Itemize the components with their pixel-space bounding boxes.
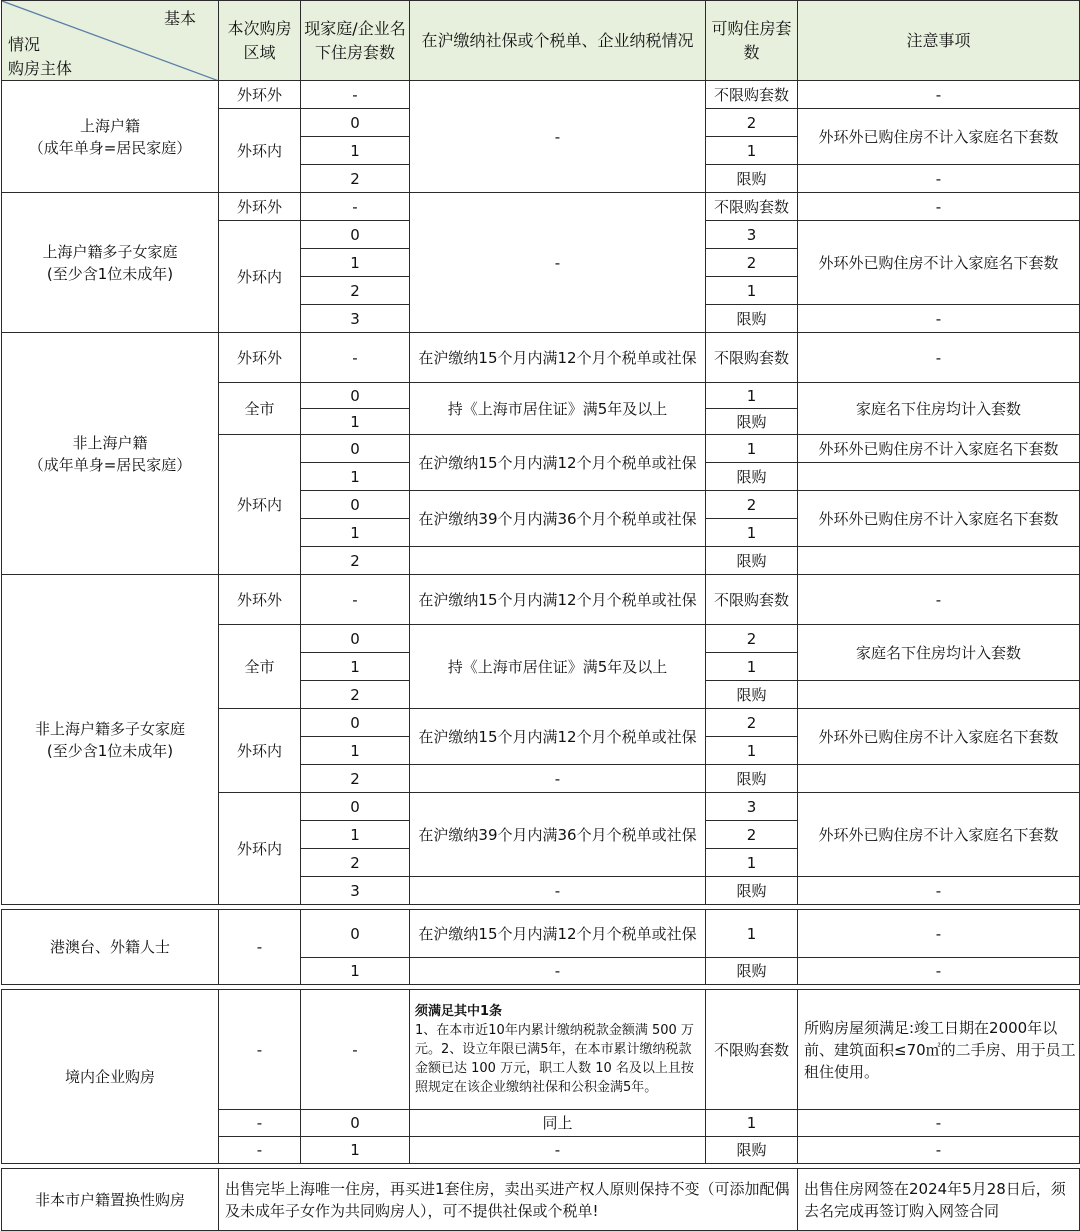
note-cell: 外环外已购住房不计入家庭名下套数	[798, 793, 1080, 877]
area-cell: -	[219, 910, 301, 985]
note-cell: -	[798, 193, 1080, 221]
owned-cell: 2	[301, 547, 410, 575]
area-cell: 外环内	[219, 109, 301, 193]
title-subline: （成年单身=居民家庭）	[28, 455, 192, 474]
allowed-cell: 不限购套数	[706, 333, 798, 383]
allowed-cell: 2	[706, 249, 798, 277]
area-cell: -	[219, 1110, 301, 1137]
allowed-cell: 限购	[706, 409, 798, 435]
owned-cell: 1	[301, 137, 410, 165]
owned-cell: 2	[301, 165, 410, 193]
owned-cell: -	[301, 193, 410, 221]
owned-cell: 1	[301, 821, 410, 849]
tax-cell: 在沪缴纳15个月内满12个月个税单或社保	[410, 435, 706, 491]
owned-cell: -	[301, 990, 410, 1110]
corner-label-situation: 情况	[8, 35, 41, 54]
note-cell: 家庭名下住房均计入套数	[798, 383, 1080, 435]
note-cell: 外环外已购住房不计入家庭名下套数	[798, 221, 1080, 305]
tax-cell: -	[410, 958, 706, 985]
tax-cell: 在沪缴纳39个月内满36个月个税单或社保	[410, 793, 706, 877]
swap-note: 出售住房网签在2024年5月28日后，须去名完成再签订购入网签合同	[798, 1169, 1080, 1231]
owned-cell: 1	[301, 519, 410, 547]
corner-label-subject	[8, 33, 72, 81]
note-cell	[798, 681, 1080, 709]
tax-cell: 在沪缴纳15个月内满12个月个税单或社保	[410, 333, 706, 383]
enterprise-requirements	[410, 990, 706, 1110]
header-allowed-count: 可购住房套数	[706, 1, 798, 81]
owned-cell: 0	[301, 221, 410, 249]
tax-cell: 在沪缴纳15个月内满12个月个税单或社保	[410, 910, 706, 958]
header-owned-count: 现家庭/企业名下住房套数	[301, 1, 410, 81]
area-cell: 全市	[219, 625, 301, 709]
note-cell: -	[798, 877, 1080, 905]
owned-cell: 1	[301, 463, 410, 491]
note-cell: 外环外已购住房不计入家庭名下套数	[798, 109, 1080, 165]
allowed-cell: 1	[706, 519, 798, 547]
requirements-body: 1、在本市近10年内累计缴纳税款金额满 500 万元。2、设立年限已满5年，在本市累计缴纳税款金额已达 100 万元，职工人数 10 名及以上且按照规定在该企业缴纳社保和公积金满5年。	[415, 1023, 694, 1095]
allowed-cell: 1	[706, 137, 798, 165]
note-cell: -	[798, 305, 1080, 333]
header-notes: 注意事项	[798, 1, 1080, 81]
tax-cell: 持《上海市居住证》满5年及以上	[410, 383, 706, 435]
title-line: 非上海户籍	[72, 433, 148, 452]
owned-cell: 0	[301, 491, 410, 519]
note-cell	[798, 765, 1080, 793]
allowed-cell: 限购	[706, 305, 798, 333]
note-cell: 外环外已购住房不计入家庭名下套数	[798, 709, 1080, 765]
area-cell: 全市	[219, 383, 301, 435]
swap-description: 出售完毕上海唯一住房，再买进1套住房，卖出买进产权人原则保持不变（可添加配偶及未成年子女作为共同购房人），可不提供社保或个税单!	[219, 1169, 798, 1231]
owned-cell: 1	[301, 249, 410, 277]
owned-cell: 0	[301, 435, 410, 463]
owned-cell: 0	[301, 910, 410, 958]
allowed-cell: 1	[706, 383, 798, 409]
allowed-cell: 1	[706, 277, 798, 305]
tax-cell	[410, 547, 706, 575]
owned-cell: -	[301, 333, 410, 383]
tax-cell: -	[410, 193, 706, 333]
row-title-shanghai-single	[2, 81, 219, 193]
corner-header-cell	[2, 1, 219, 81]
allowed-cell: 3	[706, 793, 798, 821]
allowed-cell: 1	[706, 435, 798, 463]
area-cell: 外环外	[219, 575, 301, 625]
allowed-cell: 限购	[706, 165, 798, 193]
owned-cell: -	[301, 575, 410, 625]
corner-label-basic: 基本	[163, 9, 196, 28]
note-cell	[798, 463, 1080, 491]
tax-cell: 在沪缴纳15个月内满12个月个税单或社保	[410, 575, 706, 625]
housing-policy-table	[1, 0, 1080, 1231]
owned-cell: 2	[301, 681, 410, 709]
note-cell: 外环外已购住房不计入家庭名下套数	[798, 491, 1080, 547]
owned-cell: 0	[301, 625, 410, 653]
area-cell: -	[219, 1137, 301, 1164]
note-cell: -	[798, 333, 1080, 383]
allowed-cell: 2	[706, 709, 798, 737]
enterprise-note: 所购房屋须满足:竣工日期在2000年以前、建筑面积≤70㎡的二手房、用于员工租住使用。	[798, 990, 1080, 1110]
allowed-cell: 2	[706, 491, 798, 519]
title-subline: (至少含1位未成年)	[46, 741, 174, 760]
title-line: 非上海户籍多子女家庭	[34, 719, 185, 738]
tax-cell: 在沪缴纳15个月内满12个月个税单或社保	[410, 709, 706, 765]
owned-cell: 1	[301, 737, 410, 765]
owned-cell: -	[301, 81, 410, 109]
allowed-cell: 2	[706, 821, 798, 849]
owned-cell: 1	[301, 409, 410, 435]
allowed-cell: 1	[706, 1110, 798, 1137]
allowed-cell: 不限购套数	[706, 193, 798, 221]
allowed-cell: 2	[706, 625, 798, 653]
area-cell: 外环内	[219, 793, 301, 905]
allowed-cell: 限购	[706, 1137, 798, 1164]
title-line: 上海户籍多子女家庭	[42, 242, 178, 261]
allowed-cell: 1	[706, 910, 798, 958]
tax-cell: 在沪缴纳39个月内满36个月个税单或社保	[410, 491, 706, 547]
row-title-shanghai-multi	[2, 193, 219, 333]
area-cell: 外环外	[219, 193, 301, 221]
title-subline: (至少含1位未成年)	[46, 264, 174, 283]
header-row	[2, 1, 1080, 81]
owned-cell: 2	[301, 277, 410, 305]
note-cell: -	[798, 165, 1080, 193]
area-cell: 外环内	[219, 221, 301, 333]
allowed-cell: 限购	[706, 877, 798, 905]
tax-cell: -	[410, 81, 706, 193]
owned-cell: 3	[301, 305, 410, 333]
tax-cell: -	[410, 765, 706, 793]
title-subline: （成年单身=居民家庭）	[28, 138, 192, 157]
owned-cell: 1	[301, 1137, 410, 1164]
area-cell: -	[219, 990, 301, 1110]
owned-cell: 0	[301, 793, 410, 821]
note-cell: 家庭名下住房均计入套数	[798, 625, 1080, 681]
owned-cell: 0	[301, 383, 410, 409]
title-line: 上海户籍	[79, 116, 140, 135]
tax-cell: -	[410, 1137, 706, 1164]
owned-cell: 0	[301, 1110, 410, 1137]
area-cell: 外环内	[219, 435, 301, 575]
area-cell: 外环外	[219, 81, 301, 109]
allowed-cell: 2	[706, 109, 798, 137]
row-title-enterprise: 境内企业购房	[2, 990, 219, 1164]
note-cell: -	[798, 1110, 1080, 1137]
allowed-cell: 限购	[706, 547, 798, 575]
area-cell: 外环内	[219, 709, 301, 793]
owned-cell: 1	[301, 653, 410, 681]
row-title-nonlocal-single	[2, 333, 219, 575]
allowed-cell: 限购	[706, 463, 798, 491]
owned-cell: 3	[301, 877, 410, 905]
allowed-cell: 1	[706, 849, 798, 877]
owned-cell: 0	[301, 109, 410, 137]
allowed-cell: 不限购套数	[706, 990, 798, 1110]
note-cell: 外环外已购住房不计入家庭名下套数	[798, 435, 1080, 463]
row-title-foreign: 港澳台、外籍人士	[2, 910, 219, 985]
owned-cell: 0	[301, 709, 410, 737]
allowed-cell: 不限购套数	[706, 81, 798, 109]
owned-cell: 2	[301, 849, 410, 877]
note-cell: -	[798, 910, 1080, 958]
requirements-title: 须满足其中1条	[415, 1004, 503, 1019]
note-cell	[798, 547, 1080, 575]
note-cell: -	[798, 958, 1080, 985]
note-cell: -	[798, 81, 1080, 109]
row-title-nonlocal-multi	[2, 575, 219, 905]
owned-cell: 1	[301, 958, 410, 985]
area-cell: 外环外	[219, 333, 301, 383]
allowed-cell: 限购	[706, 765, 798, 793]
tax-cell: 持《上海市居住证》满5年及以上	[410, 625, 706, 709]
header-tax-social: 在沪缴纳社保或个税单、企业纳税情况	[410, 1, 706, 81]
allowed-cell: 1	[706, 737, 798, 765]
corner-label-buyer: 购房主体	[8, 59, 73, 78]
header-area: 本次购房区域	[219, 1, 301, 81]
allowed-cell: 限购	[706, 681, 798, 709]
row-title-swap: 非本市户籍置换性购房	[2, 1169, 219, 1231]
tax-cell: 同上	[410, 1110, 706, 1137]
note-cell: -	[798, 1137, 1080, 1164]
note-cell: -	[798, 575, 1080, 625]
allowed-cell: 3	[706, 221, 798, 249]
allowed-cell: 限购	[706, 958, 798, 985]
allowed-cell: 不限购套数	[706, 575, 798, 625]
owned-cell: 2	[301, 765, 410, 793]
tax-cell: -	[410, 877, 706, 905]
allowed-cell: 1	[706, 653, 798, 681]
